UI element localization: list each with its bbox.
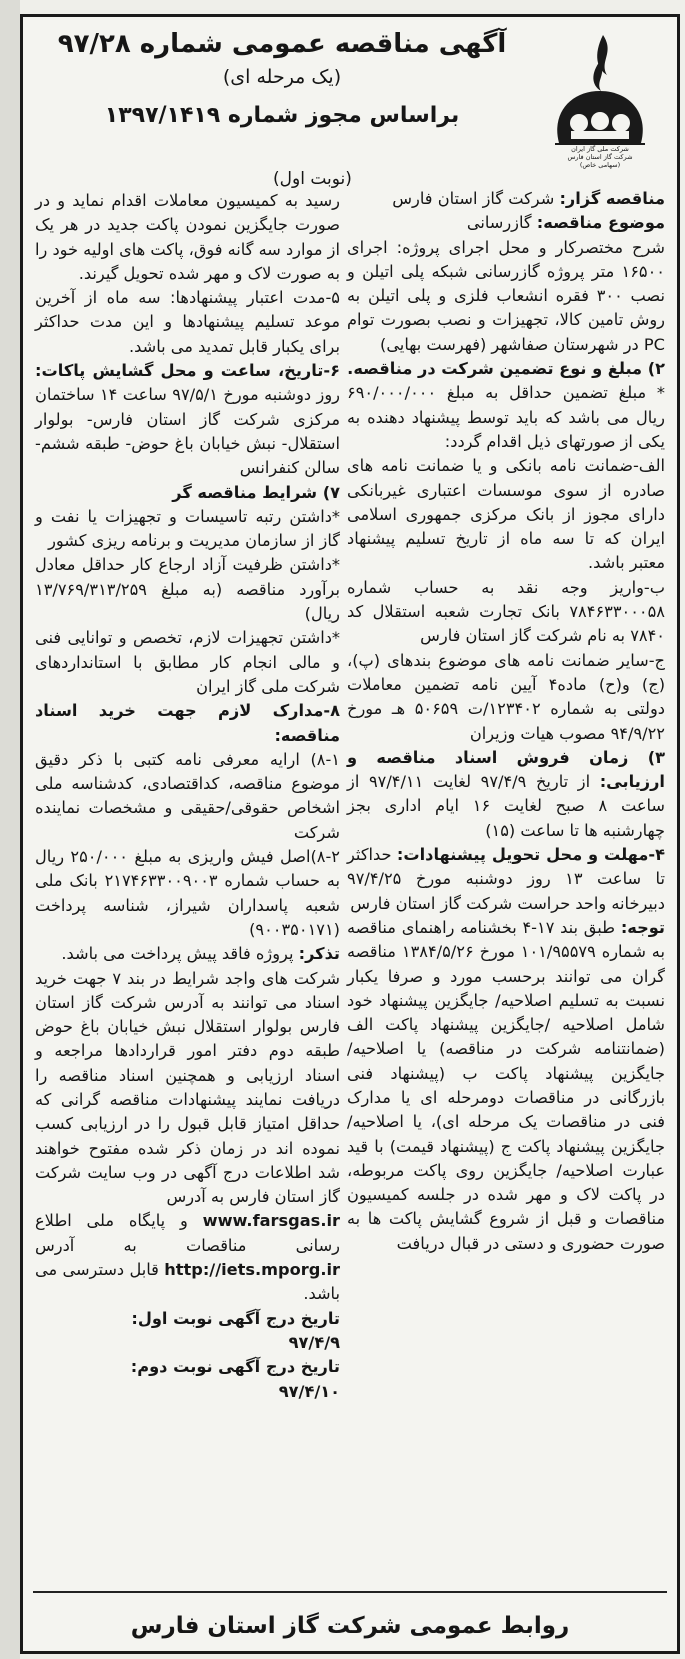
section-heading: ۹۷/۴/۱۰ <box>278 1381 340 1401</box>
paragraph-text: *داشتن ظرفیت آزاد ارجاع کار حداقل معادل برآورد مناقصه (به مبلغ ۱۳/۷۶۹/۳۱۳/۲۵۹ ریال) <box>35 555 340 624</box>
paragraph-text: ب-واریز وجه نقد به حساب شماره ۷۸۴۶۳۳۰۰۰۵۸ بانک تجارت شعبه استقلال کد ۷۸۴۰ به نام شرکت گاز استان فارس <box>347 577 665 646</box>
paragraph <box>35 189 340 286</box>
logo-caption-2: شرکت گاز استان فارس <box>567 153 633 161</box>
section-heading: ۶-تاریخ، ساعت و محل گشایش پاکات: <box>35 361 340 381</box>
website-link[interactable]: http://iets.mporg.ir <box>164 1260 340 1280</box>
section-heading: ۲) مبلغ و نوع تضمین شرکت در مناقصه. <box>347 359 665 379</box>
section-heading: توجه: <box>620 917 666 937</box>
paragraph <box>35 286 340 359</box>
paragraph <box>35 1331 340 1355</box>
paragraph-text: قابل دسترسی می باشد. <box>35 1260 340 1304</box>
right-column <box>347 187 665 1256</box>
paragraph <box>35 942 340 966</box>
paragraph <box>347 236 665 357</box>
page-edge <box>0 0 20 1659</box>
footer-divider <box>33 1591 667 1593</box>
paragraph <box>347 576 665 649</box>
section-heading: تاریخ درج آگهی نوبت اول: <box>131 1308 340 1328</box>
paragraph <box>347 746 665 843</box>
paragraph <box>347 843 665 916</box>
section-heading: موضوع مناقصه: <box>536 213 665 233</box>
paragraph-text: روز دوشنبه مورخ ۹۷/۵/۱ ساعت ۱۴ ساختمان مرکزی شرکت گاز استان فارس- بولوار استقلال- نبش خیابان باغ حوض- طبقه ششم- سالن کنفرانس <box>35 385 340 478</box>
national-iranian-gas-company-logo <box>541 31 659 171</box>
paragraph <box>35 626 340 699</box>
paragraph <box>35 748 340 845</box>
paragraph <box>347 454 665 575</box>
paragraph <box>35 1209 340 1306</box>
paragraph <box>347 916 665 1256</box>
paragraph-text: ج-سایر ضمانت نامه های موضوع بندهای (پ)، (ج) و(ح) ماده۴ آیین نامه تضمین معاملات دولتی به شماره ۱۲۳۴۰۲/ت ۵۰۶۵۹ هـ مورخ ۹۴/۹/۲۲ مصوب هیات وزیران <box>347 650 666 743</box>
paragraph-text: از تاریخ ۹۷/۴/۹ لغایت ۹۷/۴/۱۱ از ساعت ۸ صبح لغایت ۱۶ ایام اداری بجز چهارشنبه ها تا ساعت (۱۵) <box>347 772 665 840</box>
ad-header <box>27 25 667 170</box>
paragraph <box>35 699 340 748</box>
paragraph-text: *داشتن رتبه تاسیسات و تجهیزات یا نفت و گاز از سازمان مدیریت و برنامه ریزی کشور <box>35 506 340 551</box>
section-heading: ۸-مدارک لازم جهت خرید اسناد مناقصه: <box>35 701 340 745</box>
section-heading: ۴-مهلت و محل تحویل پیشنهادات: <box>396 845 665 865</box>
paragraph <box>35 1355 340 1379</box>
paragraph <box>35 481 340 505</box>
paragraph-text: شرکت گاز استان فارس <box>392 189 560 208</box>
paragraph <box>347 381 665 454</box>
paragraph-text: شرح مختصرکار و محل اجرای پروژه: اجرای ۱۶۵۰۰ متر پروژه گازرسانی شبکه پلی اتیلن و نصب ۳۰۰ فقره انشعاب فلزی و پلی اتیلن به روش تامین کالا، تجهیزات و نصب بصورت توام PC در شهرستان صفاشهر (فهرست بهایی) <box>347 237 665 354</box>
section-heading: ۳) زمان فروش اسناد مناقصه و ارزیابی: <box>347 747 665 792</box>
section-heading: ۷) شرایط مناقصه گر <box>172 482 340 502</box>
paragraph-text: الف-ضمانت نامه بانکی و یا ضمانت نامه های صادره از سوی موسسات اعتباری غیربانکی دارای مجوز از بانک مرکزی جمهوری اسلامی ایران که تا سه ماه از تاریخ تسلیم پیشنهاد معتبر باشد. <box>347 456 665 573</box>
paragraph <box>347 187 665 211</box>
paragraph <box>35 505 340 554</box>
paragraph <box>347 649 665 746</box>
section-heading: ۹۷/۴/۹ <box>288 1332 340 1352</box>
paragraph <box>35 967 340 1210</box>
paragraph <box>347 211 665 235</box>
paragraph-text: * مبلغ تضمین حداقل به مبلغ ۶۹۰/۰۰۰/۰۰۰ ریال می باشد که باید توسط پیشنهاد دهنده به یکی از صورتهای ذیل اقدام گردد: <box>347 383 665 451</box>
paragraph <box>35 553 340 626</box>
paragraph-text: ۸-۱) ارایه معرفی نامه کتبی با ذکر دقیق موضوع مناقصه، کداقتصادی، کدشناسه ملی اشخاص حقوقی/حقیقی و مشخصات نماینده شرکت <box>35 749 340 842</box>
logo-caption-1: شرکت ملی گاز ایران <box>571 145 629 153</box>
paragraph-text: پروژه فاقد پیش پرداخت می باشد. <box>61 944 299 964</box>
paragraph <box>35 845 340 942</box>
paragraph-text: رسید به کمیسیون معاملات اقدام نماید و در صورت جایگزین نمودن پاکت جدید در هر یک از موارد سه گانه فوق، پاکت های اولیه خود را به صورت لاک و مهر شده تحویل گیرند. <box>34 191 340 283</box>
ad-titles <box>27 25 537 133</box>
logo-caption-3: (سهامی خاص) <box>579 161 621 169</box>
paragraph-text: شرکت های واجد شرایط در بند ۷ جهت خرید اسناد می توانند به آدرس شرکت گاز استان فارس بولوار استقلال نبش خیابان باغ حوض طبقه دوم دفتر امور قراردادها مراجعه و اسناد ارزیابی و همچنین اسناد مناقصه را دریافت نمایند پیشنهادات مناقصه گرانی که حداقل امتیاز قابل قبول را در ارزیابی کسب نموده اند در زمان ذکر شده مفتوح خواهند شد اطلاعات درج آگهی در وب سایت شرکت گاز استان فارس به آدرس <box>35 968 340 1207</box>
paragraph-text: *داشتن تجهیزات لازم، تخصص و توانایی فنی و مالی انجام کار مطابق با استانداردهای شرکت ملی گاز ایران <box>35 628 340 696</box>
paragraph-text: گازرسانی <box>466 213 537 233</box>
paragraph-text: طبق بند ۱۷-۴ بخشنامه راهنمای مناقصه به شماره ۱۰۱/۹۵۵۷۹ مورخ ۱۳۸۴/۵/۲۶ مناقصه گران می توانند برحسب مورد و صرفا یکبار نسبت به تسلیم اصلاحیه/ جایگزین پیشنهاد خود شامل اصلاحیه /جایگزین پیشنهاد پاکت الف (ضمانتنامه شرکت در مناقصه) یا اصلاحیه/جایگزین پیشنهاد پاکت ب (پیشنهاد فنی بازرگانی در مناقصات دومرحله ای یا مدارک فنی در مناقصات یک مرحله ای)، یا اصلاحیه/ جایگزین پیشنهاد پاکت ج (پیشنهاد قیمت) با قید عبارت اصلاحیه/ جایگزین روی پاکت مربوطه، در پاکت لاک و مهر شده در جلسه کمیسیون مناقصات و قبل از شروع گشایش پاکت ها به صورت حضوری و دستی در قبال دریافت <box>347 917 665 1253</box>
ad-footer: روابط عمومی شرکت گاز استان فارس <box>130 1613 570 1639</box>
ad-title: آگهی مناقصه عمومی شماره ۹۷/۲۸ <box>57 29 507 59</box>
ad-subtitle: (یک مرحله ای) <box>222 66 342 88</box>
paragraph-text: ۸-۲)اصل فیش واریزی به مبلغ ۲۵۰/۰۰۰ ریال به حساب شماره ۲۱۷۴۶۳۳۰۰۹۰۰۳ بانک ملی شعبه پاسداران شیراز، شناسه پرداخت (۹۰۰۳۵۰۱۷۱) <box>35 847 340 939</box>
paragraph-text: ۵-مدت اعتبار پیشنهادها: سه ماه از آخرین موعد تسلیم پیشنهادها و این مدت حداکثر برای یکبار قابل تمدید می باشد. <box>35 288 340 356</box>
section-heading: مناقصه گزار: <box>559 189 665 208</box>
paragraph-text: حداکثر تا ساعت ۱۳ روز دوشنبه مورخ ۹۷/۴/۲۵ دبیرخانه واحد حراست شرکت گاز استان فارس <box>347 845 665 913</box>
ad-permit: براساس مجوز شماره ۱۳۹۷/۱۴۱۹ <box>104 103 460 128</box>
ad-round: (نوبت اول) <box>273 169 352 189</box>
paragraph <box>35 1380 340 1404</box>
paragraph <box>35 359 340 480</box>
website-link[interactable]: www.farsgas.ir <box>202 1211 340 1231</box>
left-column <box>35 189 340 1404</box>
section-heading: تذکر: <box>298 944 340 964</box>
paragraph <box>35 1307 340 1331</box>
tender-advertisement <box>20 14 680 1654</box>
paragraph <box>347 357 665 381</box>
paragraph-text: و پایگاه ملی اطلاع رسانی مناقصات به آدرس <box>35 1211 340 1255</box>
section-heading: تاریخ درج آگهی نوبت دوم: <box>130 1357 340 1377</box>
